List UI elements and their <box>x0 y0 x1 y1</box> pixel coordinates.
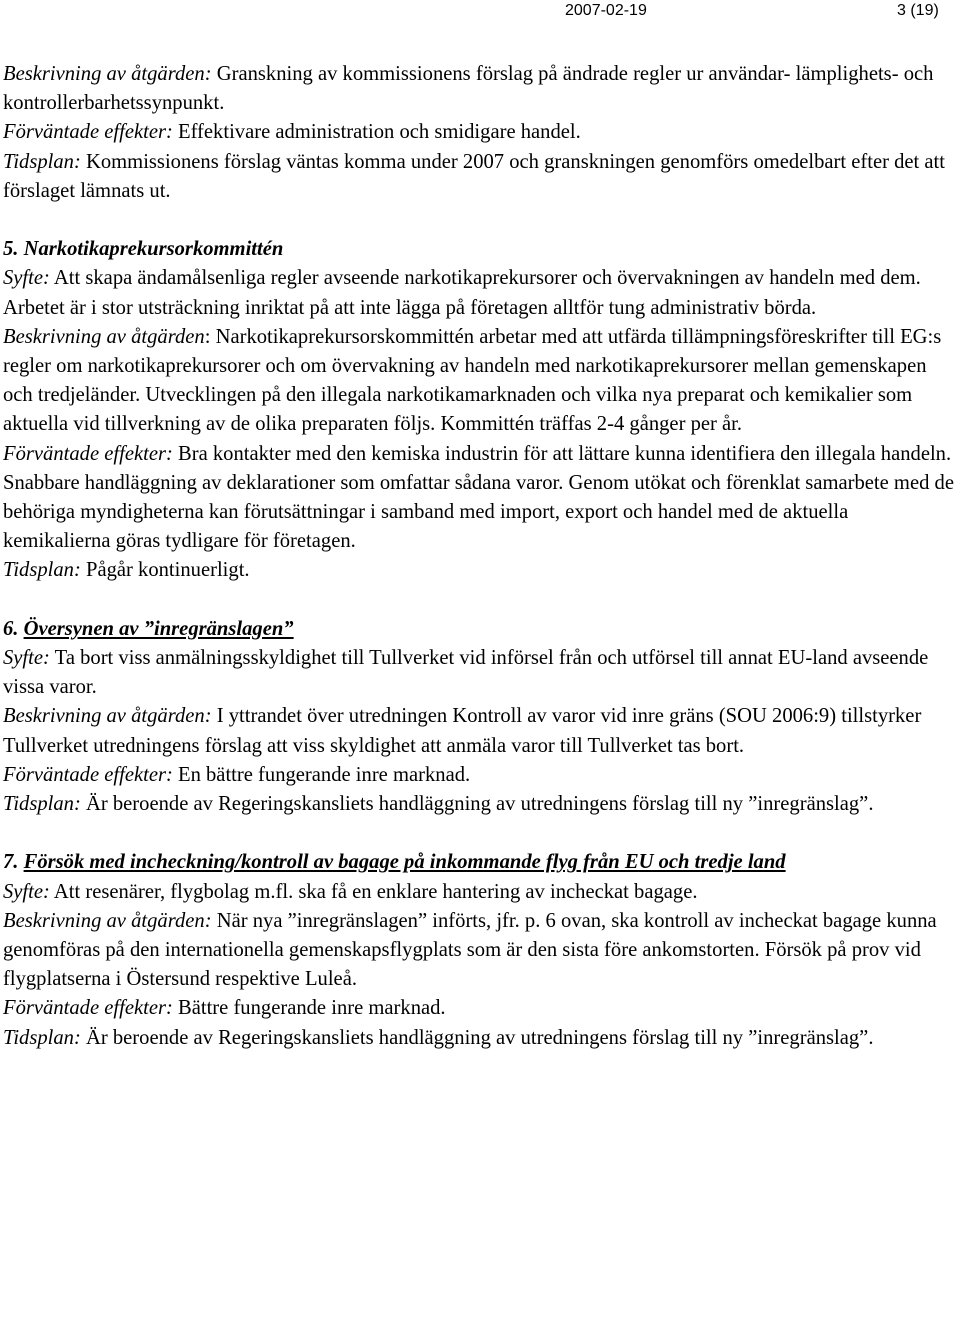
section7-heading <box>3 848 958 877</box>
label-syfte: Syfte: <box>3 647 50 670</box>
label-forvantade: Förväntade effekter: <box>3 121 173 144</box>
section7-syfte <box>3 878 958 907</box>
section6-beskrivning <box>3 702 958 760</box>
section6-beskrivning-text: I yttrandet över utredningen Kontroll av varor vid inre gräns (SOU 2006:9) tillstyrker Tullverket utredningens förslag att viss skyldighet att anmäla varor till Tullverket tas bort. <box>3 705 922 757</box>
section7-heading-text: Försök med incheckning/kontroll av bagage på inkommande flyg från EU och tredje land <box>23 851 786 874</box>
label-forvantade: Förväntade effekter: <box>3 763 173 786</box>
section7-forvantade-text: Bättre fungerande inre marknad. <box>177 997 446 1020</box>
section5-tidsplan-text: Pågår kontinuerligt. <box>85 559 250 582</box>
label-tidsplan: Tidsplan: <box>3 559 81 582</box>
section5-beskrivning <box>3 323 958 440</box>
header-date: 2007-02-19 <box>565 2 647 19</box>
section7-tidsplan-text: Är beroende av Regeringskansliets handläggning av utredningens förslag till ny ”inregränslag”. <box>85 1026 874 1049</box>
label-tidsplan: Tidsplan: <box>3 1026 81 1049</box>
section7-forvantade <box>3 994 958 1023</box>
label-beskrivning: Beskrivning av åtgärden: <box>3 705 212 728</box>
label-beskrivning: Beskrivning av åtgärden: <box>3 909 212 932</box>
label-forvantade: Förväntade effekter: <box>3 997 173 1020</box>
section6-heading-number: 6. <box>3 617 24 640</box>
section5-forvantade-text: Bra kontakter med den kemiska industrin för att lättare kunna identifiera den illegala handeln. Snabbare handläggning av deklarationer som omfattar sådana varor. Genom utökat och förenklat samarbete med de behöriga myndigheterna kan förutsättningar i samband med import, export och handel med de aktuella kemikalierna göras tydligare för företagen. <box>3 442 954 553</box>
section6-forvantade-text: En bättre fungerande inre marknad. <box>177 763 471 786</box>
section5-syfte-text: Att skapa ändamålsenliga regler avseende narkotikaprekursorer och övervakningen av handeln med dem. Arbetet är i stor utsträckning inriktat på att inte lägga på företagen alltför tung administrativ börda. <box>3 267 921 319</box>
label-syfte: Syfte: <box>3 880 50 903</box>
top-tidsplan-text: Kommissionens förslag väntas komma under 2007 och granskningen genomförs omedelbart efter det att förslaget lämnats ut. <box>3 150 945 202</box>
top-beskrivning-text: Granskning av kommissionens förslag på ändrade regler ur användar- lämplighets- och kontrollerbarhetssynpunkt. <box>3 63 934 115</box>
page-header <box>0 0 960 24</box>
label-forvantade: Förväntade effekter: <box>3 442 173 465</box>
document-body <box>3 60 958 1053</box>
label-beskrivning: Beskrivning av åtgärden <box>3 325 205 348</box>
section7-heading-number: 7. <box>3 851 24 874</box>
section6-tidsplan <box>3 790 958 819</box>
top-forvantade-text: Effektivare administration och smidigare handel. <box>177 121 581 144</box>
section6-tidsplan-text: Är beroende av Regeringskansliets handläggning av utredningens förslag till ny ”inregränslag”. <box>85 793 874 816</box>
section6-heading-text: Översynen av ”inregränslagen” <box>23 617 294 640</box>
section7-beskrivning <box>3 907 958 995</box>
section5-tidsplan <box>3 556 958 585</box>
top-beskrivning <box>3 60 958 118</box>
label-syfte: Syfte: <box>3 267 50 290</box>
section6-forvantade <box>3 761 958 790</box>
label-beskrivning: Beskrivning av åtgärden: <box>3 63 212 85</box>
section7-tidsplan <box>3 1024 958 1053</box>
section6-heading <box>3 615 958 644</box>
top-forvantade <box>3 118 958 147</box>
label-tidsplan: Tidsplan: <box>3 793 81 816</box>
section6-syfte-text: Ta bort viss anmälningsskyldighet till Tullverket vid införsel från och utförsel till annat EU-land avseende vissa varor. <box>3 647 929 699</box>
section6-syfte <box>3 644 958 702</box>
section5-heading: 5. Narkotikaprekursorkommittén <box>3 238 284 261</box>
page-number: 3 (19) <box>897 2 939 19</box>
section5-forvantade <box>3 440 958 557</box>
section5-beskrivning-text: : Narkotikaprekursorskommittén arbetar med att utfärda tillämpningsföreskrifter till EG:s regler om narkotikaprekursorer och om övervakning av handeln med narkotikaprekursorer mellan gemenskapen och tredjeländer. Utvecklingen på den illegala narkotikamarknaden och vilka nya preparat och kemikalier som aktuella vid tillverkning av de olika preparaten följs. Kommittén träffas 2-4 gånger per år. <box>3 325 942 436</box>
section7-beskrivning-text: När nya ”inregränslagen” införts, jfr. p. 6 ovan, ska kontroll av incheckat bagage kunna genomföras på den internationella gemenskapsflygplats som är den sista före ankomstorten. Försök på prov vid flygplatserna i Östersund respektive Luleå. <box>3 909 937 991</box>
top-tidsplan <box>3 148 958 206</box>
label-tidsplan: Tidsplan: <box>3 150 81 173</box>
section7-syfte-text: Att resenärer, flygbolag m.fl. ska få en enklare hantering av incheckat bagage. <box>53 880 698 903</box>
section5-syfte <box>3 264 958 322</box>
